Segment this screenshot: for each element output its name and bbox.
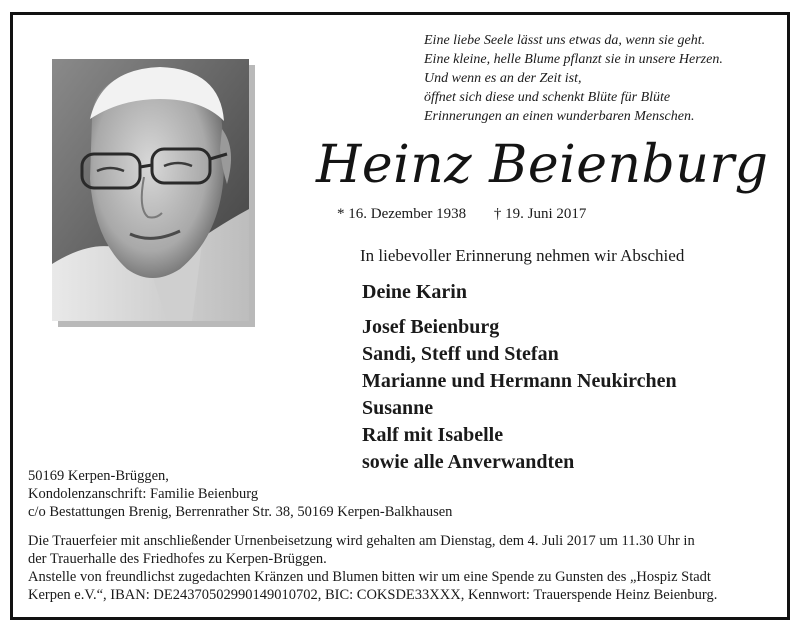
mourner-name: Sandi, Steff und Stefan [362, 343, 559, 365]
notice-line: Kerpen e.V.“, IBAN: DE24370502990149010702, BIC: COKSDE33XXX, Kennwort: Trauerspende Heinz Beienburg. [28, 587, 718, 603]
mourners-list [362, 279, 677, 476]
poem-line: Erinnerungen an einen wunderbaren Menschen. [424, 109, 695, 124]
funeral-notice [28, 532, 788, 604]
portrait-photo [52, 59, 249, 321]
mourner-name: Deine Karin [362, 281, 467, 303]
death-date: † 19. Juni 2017 [493, 206, 587, 222]
farewell-intro: In liebevoller Erinnerung nehmen wir Abschied [360, 246, 685, 265]
poem-line: Eine liebe Seele lässt uns etwas da, wenn sie geht. [424, 33, 706, 48]
birth-date: * 16. Dezember 1938 [337, 206, 467, 222]
address-line: Kondolenzanschrift: Familie Beienburg [28, 486, 259, 502]
poem-line: Eine kleine, helle Blume pflanzt sie in unsere Herzen. [424, 52, 723, 67]
notice-line: Anstelle von freundlichst zugedachten Kränzen und Blumen bitten wir um eine Spende zu Gunsten des „Hospiz Stadt [28, 569, 711, 585]
condolence-address [28, 467, 452, 521]
address-line: c/o Bestattungen Brenig, Berrenrather Str. 38, 50169 Kerpen-Balkhausen [28, 504, 453, 520]
address-line: 50169 Kerpen-Brüggen, [28, 468, 169, 484]
notice-line: Die Trauerfeier mit anschließender Urnenbeisetzung wird gehalten am Dienstag, dem 4. Juli 2017 um 11.30 Uhr in [28, 533, 695, 549]
poem-line: öffnet sich diese und schenkt Blüte für Blüte [424, 90, 671, 105]
portrait-illustration [52, 59, 249, 321]
notice-line: der Trauerhalle des Friedhofes zu Kerpen-Brüggen. [28, 551, 327, 567]
memorial-poem [424, 31, 784, 126]
mourner-name: Marianne und Hermann Neukirchen [362, 370, 677, 392]
mourner-name: Josef Beienburg [362, 316, 500, 338]
poem-line: Und wenn es an der Zeit ist, [424, 71, 582, 86]
life-dates [337, 206, 586, 223]
mourner-name: sowie alle Anverwandten [362, 451, 575, 473]
deceased-name: Heinz Beienburg [316, 135, 769, 195]
mourner-name: Ralf mit Isabelle [362, 424, 504, 446]
mourner-name: Susanne [362, 397, 434, 419]
